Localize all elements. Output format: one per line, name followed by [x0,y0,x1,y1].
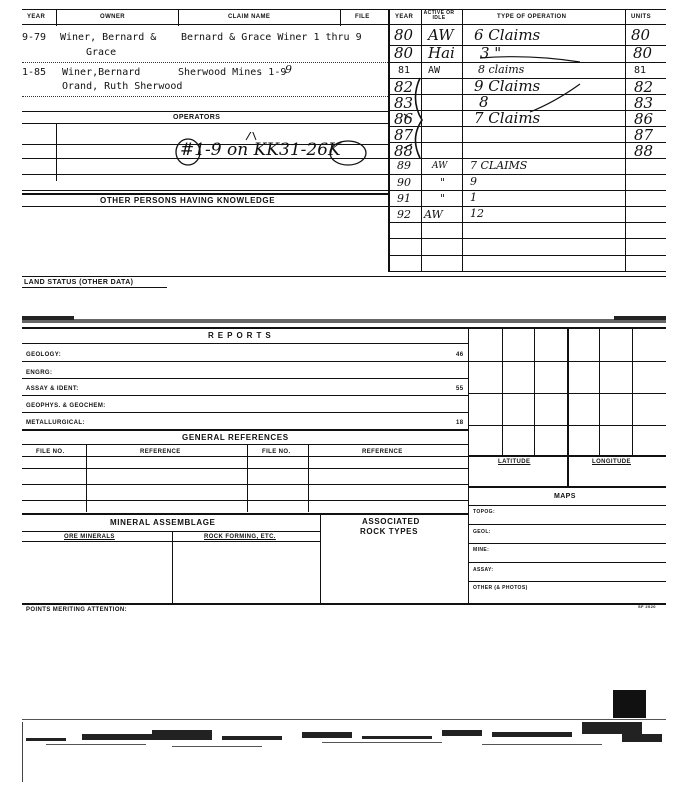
header-units: UNITS [631,14,651,20]
report-assay: ASSAY & IDENT: [26,386,79,392]
owner-1-owner-line2: Grace [86,47,117,58]
report-metallurgical: METALLURGICAL: [26,420,85,426]
op-6-year: 86 [394,110,414,128]
op-6-operation: 7 Claims [474,109,541,127]
op-5-year: 83 [394,94,414,112]
handwriting-strokes [380,20,670,180]
op-3-year: 81 [398,65,411,76]
op-9-status: AW [432,161,448,171]
op-8-year: 88 [394,142,414,160]
form-number: SF 2020 [638,604,656,609]
operators-note: #1-9 on KK31-26K [180,140,341,160]
other-persons-label: OTHER PERSONS HAVING KNOWLEDGE [100,196,276,205]
land-status-label: LAND STATUS (OTHER DATA) [24,279,134,286]
maps-title: MAPS [554,493,576,500]
gr-reference2: REFERENCE [362,449,403,455]
op-11-year: 91 [397,192,411,205]
maps-assay: ASSAY: [473,567,494,573]
points-meriting-label: POINTS MERITING ATTENTION: [26,607,128,613]
op-11-operation: 1 [470,191,477,204]
op-2-operation: 3 " [480,44,502,62]
gr-file-no2: FILE NO. [262,449,291,455]
header-year2: YEAR [395,14,414,20]
header-claim-name: CLAIM NAME [228,14,271,20]
op-12-status: AW [424,208,443,221]
operators-label: OPERATORS [173,114,221,121]
longitude-label: LONGITUDE [592,459,631,465]
maps-geol: GEOL: [473,529,491,535]
maps-mine: MINE: [473,547,490,553]
op-2-units: 80 [633,44,653,62]
mineral-assemblage-title: MINERAL ASSEMBLAGE [110,518,216,527]
report-geology: GEOLOGY: [26,352,62,358]
ore-minerals-label: ORE MINERALS [64,534,115,540]
owner-2-year: 1-85 [22,67,47,78]
op-4-units: 82 [634,78,654,96]
rock-forming-label: ROCK FORMING, ETC. [204,534,276,540]
op-4-year: 82 [394,78,414,96]
op-9-operation: 7 CLAIMS [470,159,528,172]
op-5-operation: 8 [479,93,489,111]
maps-topog: TOPOG: [473,509,496,515]
op-12-operation: 12 [470,207,484,220]
associated-rock-types-1: ASSOCIATED [362,517,420,526]
op-9-year: 89 [397,159,411,172]
op-3-units: 81 [634,65,647,76]
op-1-year: 80 [394,26,414,44]
gr-file-no: FILE NO. [36,449,65,455]
reports-title: REPORTS [208,331,275,340]
section-divider [22,319,666,323]
op-1-units: 80 [631,26,651,44]
op-3-status: AW [428,65,441,76]
op-3-operation: 8 claims [478,63,525,76]
report-geology-code: 46 [456,352,464,358]
report-assay-code: 55 [456,386,464,392]
report-geophys: GEOPHYS. & GEOCHEM: [26,403,106,409]
header-owner: OWNER [100,14,125,20]
op-1-status: AW [428,26,454,44]
maps-other: OTHER (& PHOTOS) [473,585,528,591]
op-2-status: Hai [428,44,455,62]
op-10-year: 90 [397,176,411,189]
owner-2-claim: Sherwood Mines 1-9 [178,67,287,78]
scan-artifact-box [613,690,646,718]
op-7-units: 87 [634,126,654,144]
scan-noise [22,722,666,762]
op-10-status: " [440,176,446,189]
header-type-of-operation: TYPE OF OPERATION [497,14,567,20]
op-1-operation: 6 Claims [474,26,541,44]
op-5-units: 83 [634,94,654,112]
op-2-year: 80 [394,44,414,62]
op-7-year: 87 [394,126,414,144]
op-8-units: 88 [634,142,654,160]
op-12-year: 92 [397,208,411,221]
owner-1-claim: Bernard & Grace Winer 1 thru 9 [181,32,362,43]
report-metallurgical-code: 18 [456,420,464,426]
owner-2-owner-line2: Orand, Ruth Sherwood [62,81,183,92]
operators-claim-fix: 9 [285,63,292,76]
associated-rock-types-2: ROCK TYPES [360,527,419,536]
general-references-title: GENERAL REFERENCES [182,433,289,442]
owner-2-owner: Winer,Bernard [62,67,141,78]
report-engrg: ENGRG: [26,370,53,376]
op-4-operation: 9 Claims [474,77,541,95]
operators-circle [168,132,388,172]
header-active-idle: ACTIVE OR IDLE [423,10,455,21]
owner-1-year: 9-79 [22,32,47,43]
gr-reference: REFERENCE [140,449,181,455]
op-10-operation: 9 [470,175,477,188]
latitude-label: LATITUDE [498,459,531,465]
op-11-status: " [440,192,446,205]
header-year: YEAR [27,14,46,20]
owner-1-owner: Winer, Bernard & [60,32,157,43]
header-file: FILE [355,14,370,20]
op-6-units: 86 [634,110,654,128]
